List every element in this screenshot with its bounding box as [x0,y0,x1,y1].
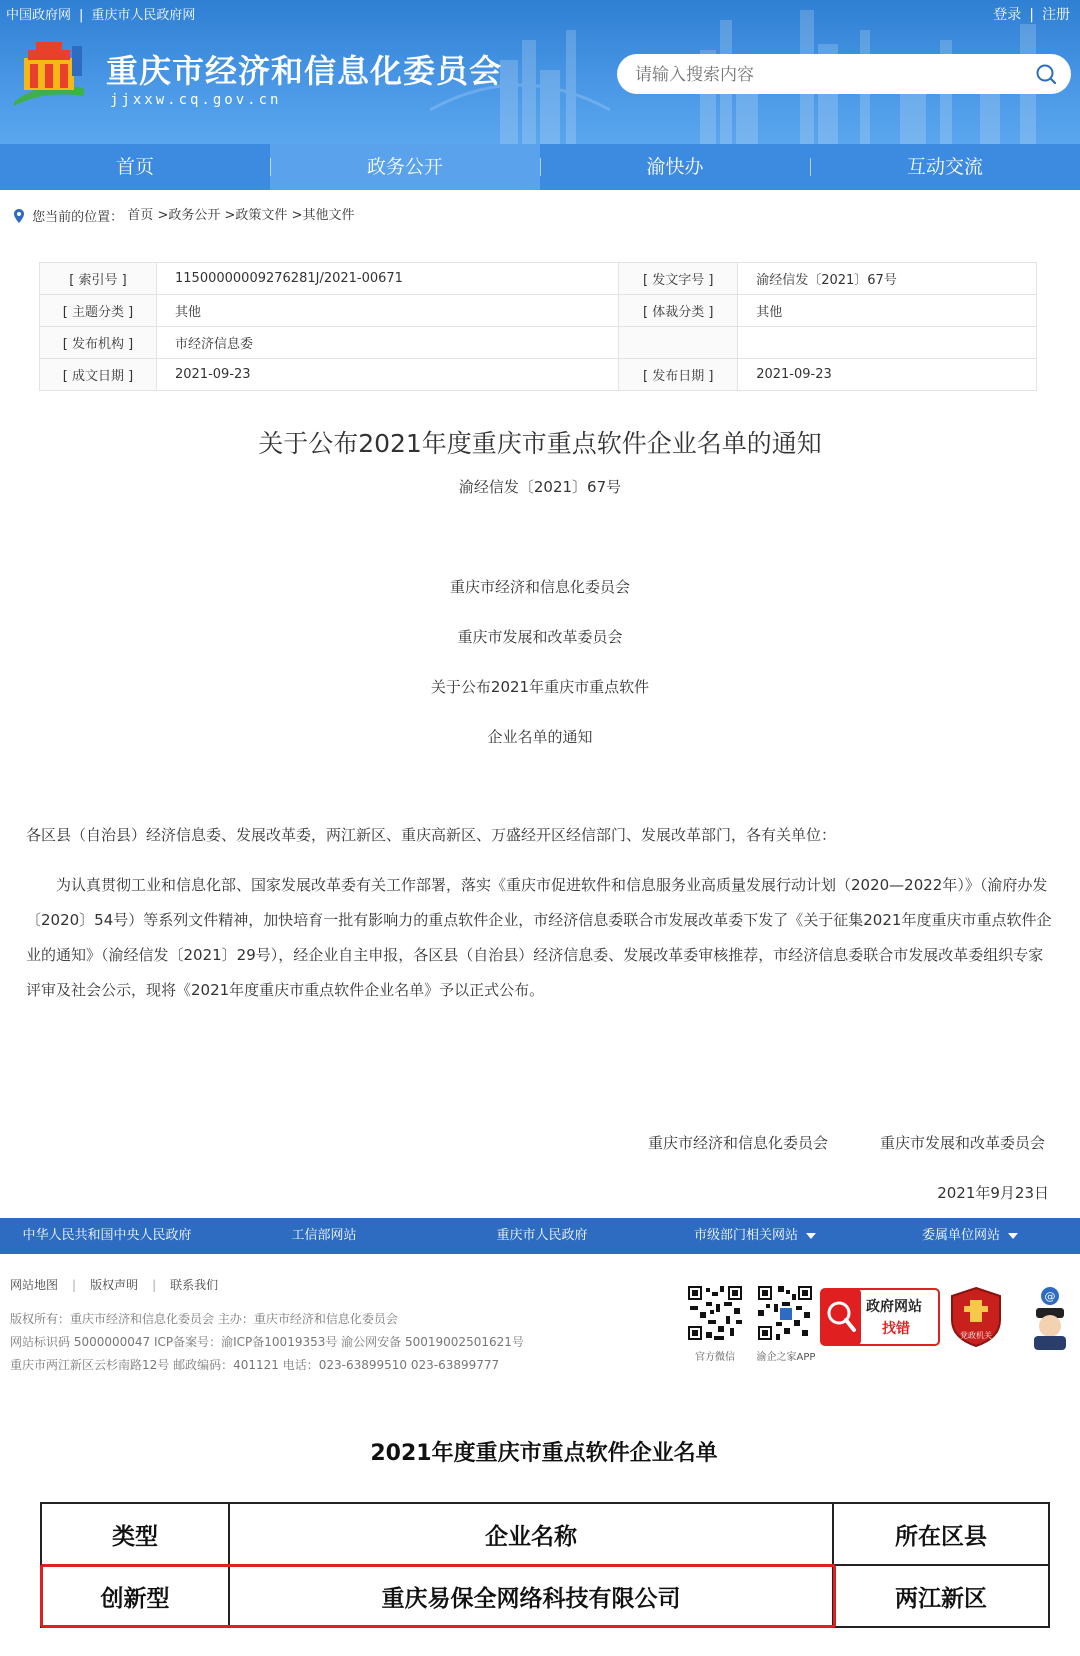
meta-value: 2021-09-23 [738,359,1037,391]
nav-interaction[interactable]: 互动交流 [810,144,1080,190]
badge-find-line1: 政府网站 [866,1299,922,1315]
inner-title-line: 关于公布2021年重庆市重点软件 [430,678,650,696]
link-copyright[interactable]: 版权声明 [90,1278,139,1292]
footer-copyright: 版权所有：重庆市经济和信息化委员会 主办：重庆市经济和信息化委员会 [10,1312,398,1326]
nav-home[interactable]: 首页 [115,156,154,178]
column-header: 类型 [41,1503,229,1565]
footer-links: 网站地图 | 版权声明 | 联系我们 [10,1278,219,1292]
app-qr-icon [756,1284,814,1342]
svg-text:@: @ [1044,1290,1056,1303]
meta-label: [ 索引号 ] [40,263,157,295]
meta-value: 其他 [738,295,1037,327]
breadcrumb-home[interactable]: 首页 [127,208,154,223]
company-list-title: 2021年度重庆市重点软件企业名单 [370,1441,718,1466]
chevron-down-icon [1008,1233,1018,1239]
wechat-qr-icon [686,1284,744,1342]
meta-value: 2021-09-23 [157,359,619,391]
footer-address: 重庆市两江新区云杉南路12号 邮政编码：401121 电话：023-63899510 023-63899777 [10,1358,500,1372]
chevron-down-icon [806,1233,816,1239]
link-cq-gov[interactable]: 重庆市人民政府 [496,1228,588,1243]
salutation: 各区县（自治县）经济信息委、发展改革委，两江新区、重庆高新区、万盛经开区经信部门、发展改革部门，各有关单位： [26,826,837,844]
qr-label-wechat: 官方微信 [695,1352,735,1363]
meta-value: 11500000009276281J/2021-00671 [157,263,619,295]
table-header-row [41,1503,1049,1565]
site-header [0,0,1080,144]
table-cell-district: 两江新区 [833,1565,1049,1627]
issuer-line: 重庆市发展和改革委员会 [457,628,623,646]
meta-value: 市经济信息委 [157,327,619,359]
table-cell-type: 创新型 [41,1565,229,1627]
column-header: 企业名称 [229,1503,833,1565]
search-icon[interactable] [1035,63,1057,85]
meta-label: [ 发布机构 ] [40,327,157,359]
main-nav [0,144,1080,190]
breadcrumb: 您当前的位置： 首页 >政务公开 >政策文件 >其他文件 [14,204,355,225]
signature-ndrc: 重庆市发展和改革委员会 [880,1134,1046,1152]
link-chongqing-gov[interactable]: 重庆市人民政府网 [91,8,196,23]
breadcrumb-other-docs[interactable]: 其他文件 [302,208,355,223]
search-box [617,54,1071,94]
table-cell-company: 重庆易保全网络科技有限公司 [229,1565,833,1627]
signature-econ: 重庆市经济和信息化委员会 [648,1134,829,1152]
party-gov-badge[interactable] [948,1286,1004,1348]
gov-site-error-report-badge[interactable] [820,1288,940,1346]
link-china-gov[interactable]: 中国政府网 [6,8,72,23]
meta-label: [ 发布日期 ] [619,359,738,391]
issuer-line: 重庆市经济和信息化委员会 [449,578,630,596]
dropdown-affiliated-units[interactable]: 委属单位网站 [860,1218,1080,1254]
account-links: 登录 | 注册 [993,7,1070,23]
top-gov-links: 中国政府网 | 重庆市人民政府网 [6,8,196,23]
badge-find-line2: 找错 [882,1321,910,1337]
qr-label-app: 渝企之家APP [756,1352,816,1363]
nav-gov-affairs[interactable]: 政务公开 [270,144,540,190]
link-sitemap[interactable]: 网站地图 [10,1278,59,1292]
meta-label: [ 发文字号 ] [619,263,738,295]
badge-police-label: 党政机关 [960,1331,992,1340]
document-meta-table [39,262,1037,391]
footer-ids: 网站标识码 5000000047 ICP备案号：渝ICP备10019353号 渝公网安备 50019002501621号 [10,1335,524,1349]
meta-label: [ 体裁分类 ] [619,295,738,327]
site-title: 重庆市经济和信息化委员会 [106,52,503,90]
red-highlight-box [40,1564,836,1628]
nav-yukuaiban[interactable]: 渝快办 [540,144,810,190]
link-miit[interactable]: 工信部网站 [291,1228,357,1243]
meta-value: 渝经信发〔2021〕67号 [738,263,1037,295]
search-input[interactable] [633,62,1017,88]
meta-label: [ 主题分类 ] [40,295,157,327]
login-link[interactable]: 登录 [993,7,1022,23]
site-domain: jjxxw.cq.gov.cn [110,92,282,108]
document-date: 2021年9月23日 [937,1184,1049,1202]
link-contact[interactable]: 联系我们 [170,1278,219,1292]
location-pin-icon [14,209,24,223]
register-link[interactable]: 注册 [1042,7,1070,23]
link-central-gov[interactable]: 中华人民共和国中央人民政府 [22,1228,192,1243]
column-header: 所在区县 [833,1503,1049,1565]
cyber-police-icon[interactable] [1026,1286,1074,1352]
breadcrumb-policy-docs[interactable]: 政策文件 [235,208,288,223]
body-paragraph: 为认真贯彻工业和信息化部、国家发展改革委有关工作部署，落实《重庆市促进软件和信息服务业高质量发展行动计划（2020—2022年）》（渝府办发〔2020〕54号）等系列文件精神，加快培育一批有影响力的重点软件企业，市经济信息委联合市发展改革委下发了《关于征集2021年度重庆市重点软件企业的通知》（渝经信发〔2021〕29号），经企业自主申报，各区县（自治县）经济信息委、发展改革委审核推荐，市经济信息委联合市发展改革委组织专家评审及社会公示，现将《2021年度重庆市重点软件企业名单》予以正式公布。 [26,876,1052,999]
breadcrumb-gov-affairs[interactable]: 政务公开 [168,208,221,223]
dropdown-city-departments[interactable]: 市级部门相关网站 [650,1218,860,1254]
inner-title-line: 企业名单的通知 [487,728,593,746]
document-number: 渝经信发〔2021〕67号 [458,478,622,496]
site-logo-icon[interactable] [10,36,88,108]
related-links-bar [0,1218,1080,1254]
meta-label: [ 成文日期 ] [40,359,157,391]
meta-value: 其他 [157,295,619,327]
breadcrumb-prefix: 您当前的位置： [32,210,124,225]
document-title: 关于公布2021年度重庆市重点软件企业名单的通知 [258,429,822,458]
